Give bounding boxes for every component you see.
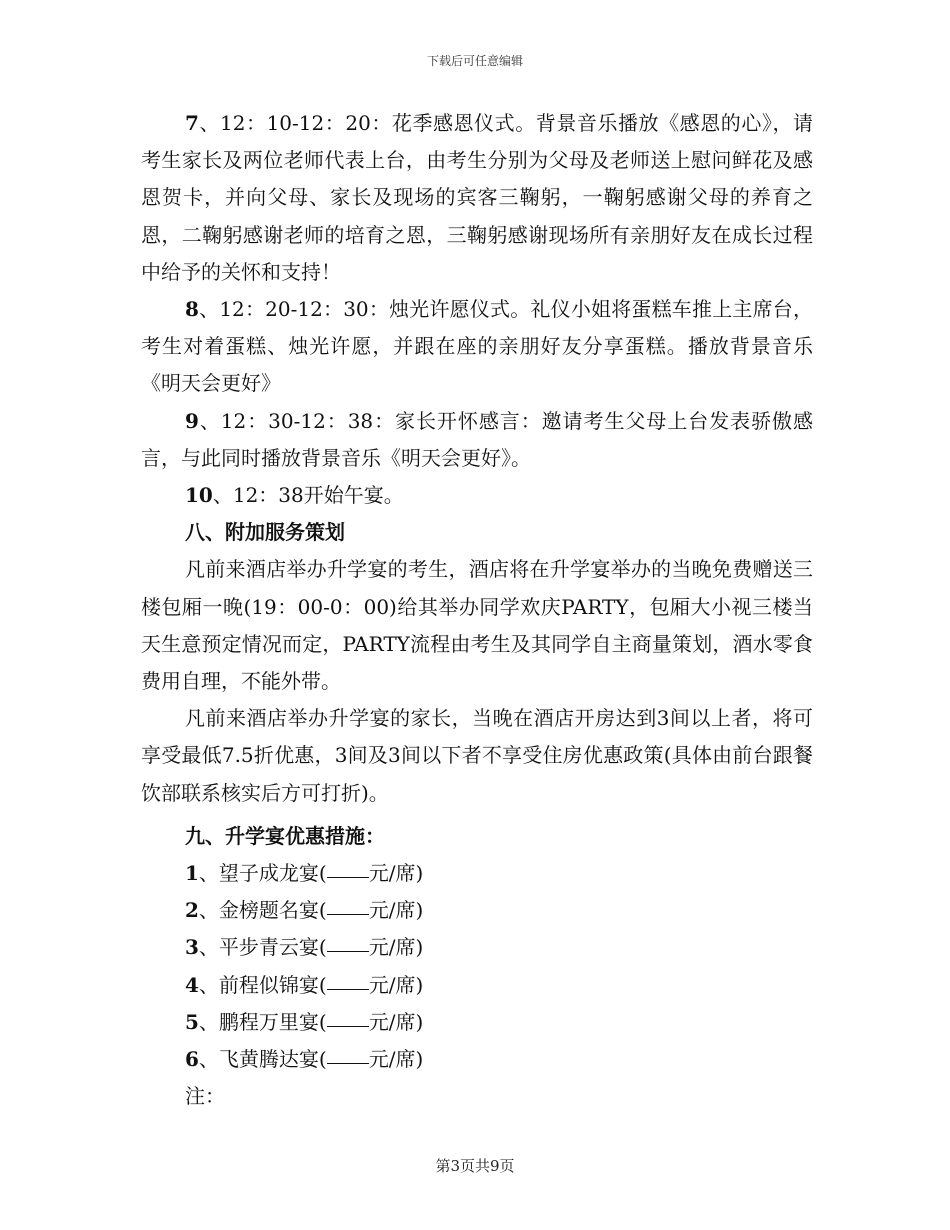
- schedule-item-10: [141, 477, 813, 514]
- price-unit: 元/席): [368, 972, 424, 997]
- price-unit: 元/席): [368, 898, 424, 923]
- banquet-item-4: [141, 967, 813, 1004]
- item-number: 9: [185, 408, 199, 433]
- item-text: 、12：20-12：30：烛光许愿仪式。礼仪小姐将蛋糕车推上主席台，考生对着蛋糕、烛光许愿，并跟在座的亲朋好友分享蛋糕。播放背景音乐《明天会更好》: [141, 297, 813, 396]
- item-text: 、12：30-12：38：家长开怀感言：邀请考生父母上台发表骄傲感言，与此同时播放背景音乐《明天会更好》。: [141, 408, 813, 470]
- item-number: 3: [185, 935, 199, 960]
- banquet-name: 、飞黄腾达宴(: [198, 1047, 327, 1072]
- schedule-item-9: [141, 403, 813, 477]
- banquet-item-1: [141, 855, 813, 892]
- section-heading-8: 八、附加服务策划: [185, 520, 345, 545]
- item-number: 8: [185, 297, 199, 322]
- item-number: 1: [185, 861, 199, 886]
- document-body: [141, 105, 813, 1115]
- item-number: 6: [185, 1047, 199, 1072]
- banquet-name: 、鹏程万里宴(: [198, 1009, 327, 1034]
- price-blank: [327, 913, 369, 915]
- banquet-item-3: [141, 929, 813, 966]
- section-heading-9: 九、升学宴优惠措施：: [185, 823, 385, 848]
- banquet-name: 、望子成龙宴(: [198, 861, 327, 886]
- section8-paragraph-1: 凡前来酒店举办升学宴的考生，酒店将在升学宴举办的当晚免费赠送三楼包厢一晚(19：00-0：00)给其举办同学欢庆PARTY，包厢大小视三楼当天生意预定情况而定，PARTY流程由考生及其同学自主商量策划，酒水零食费用自理，不能外带。: [141, 557, 813, 694]
- item-text: 、12：38开始午宴。: [212, 483, 404, 508]
- price-blank: [327, 950, 369, 952]
- banquet-name: 、前程似锦宴(: [198, 972, 327, 997]
- price-blank: [327, 876, 369, 878]
- item-number: 2: [185, 898, 199, 923]
- banquet-name: 、平步青云宴(: [198, 935, 327, 960]
- price-blank: [327, 1025, 369, 1027]
- item-number: 5: [185, 1009, 199, 1034]
- price-unit: 元/席): [368, 1009, 424, 1034]
- note-label: 注：: [185, 1084, 225, 1109]
- page-footer: 第3页共9页: [435, 1157, 515, 1175]
- section8-paragraph-2: 凡前来酒店举办升学宴的家长，当晚在酒店开房达到3间以上者，将可享受最低7.5折优惠，3间及3间以下者不享受住房优惠政策(具体由前台跟餐饮部联系核实后方可打折)。: [141, 706, 813, 805]
- banquet-name: 、金榜题名宴(: [198, 898, 327, 923]
- banquet-item-6: [141, 1041, 813, 1078]
- price-unit: 元/席): [368, 861, 424, 886]
- item-number: 7: [185, 111, 199, 135]
- price-unit: 元/席): [368, 935, 424, 960]
- banquet-item-2: [141, 892, 813, 929]
- schedule-item-8: [141, 291, 813, 403]
- item-text: 、12：10-12：20：花季感恩仪式。背景音乐播放《感恩的心》，请考生家长及两位老师代表上台，由考生分别为父母及老师送上慰问鲜花及感恩贺卡，并向父母、家长及现场的宾客三鞠躬，一鞠躬感谢父母的养育之恩，二鞠躬感谢老师的培育之恩，三鞠躬感谢现场所有亲朋好友在成长过程中给予的关怀和支持！: [141, 111, 813, 284]
- price-blank: [327, 1062, 369, 1064]
- item-number: 4: [185, 972, 199, 997]
- price-blank: [327, 988, 369, 990]
- schedule-item-7: [141, 105, 813, 291]
- page-header: 下载后可任意编辑: [426, 54, 523, 68]
- price-unit: 元/席): [368, 1047, 424, 1072]
- banquet-item-5: [141, 1004, 813, 1041]
- item-number: 10: [185, 483, 213, 508]
